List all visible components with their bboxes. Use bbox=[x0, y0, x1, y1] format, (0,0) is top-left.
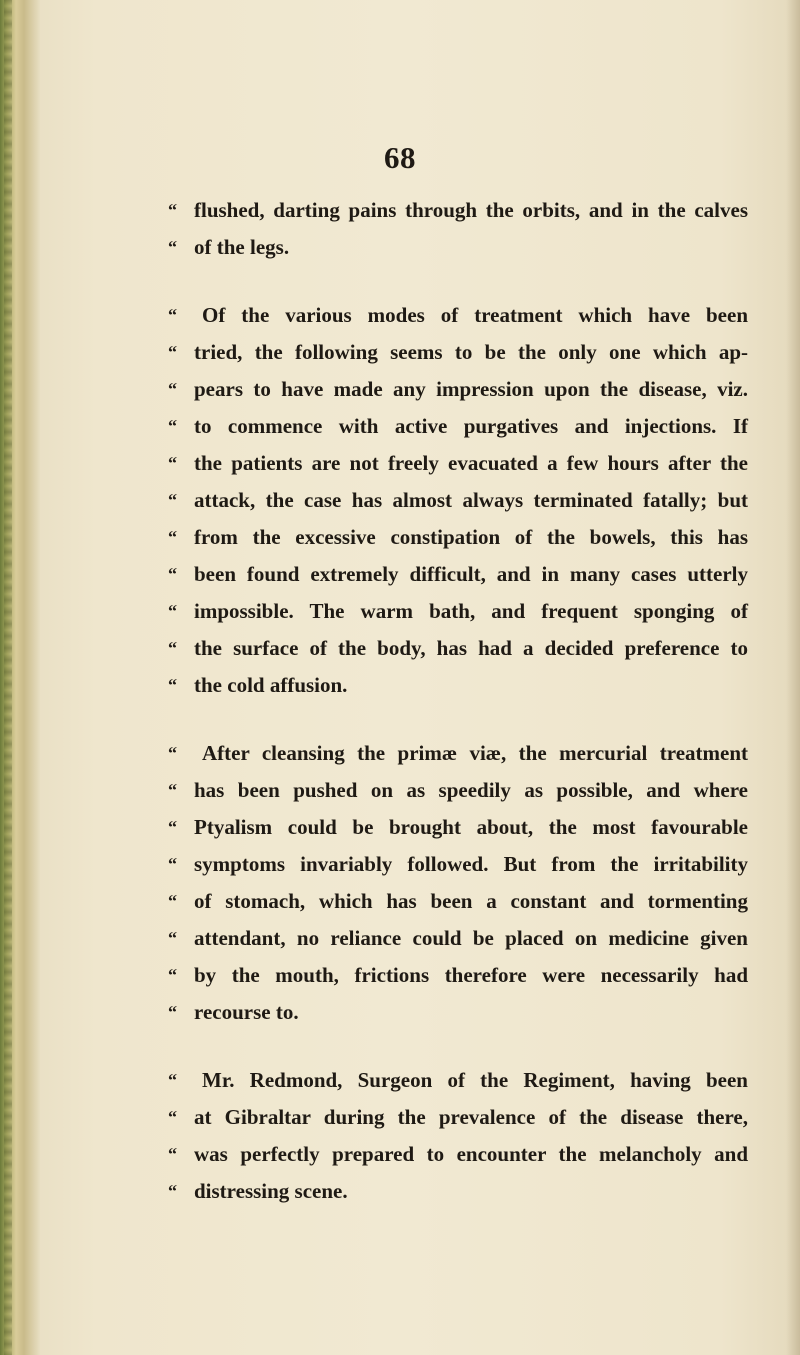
line-text: the cold affusion. bbox=[194, 673, 348, 697]
quote-mark: “ bbox=[168, 780, 177, 800]
quote-mark: “ bbox=[168, 1002, 177, 1022]
book-binding-edge bbox=[0, 0, 40, 1355]
text-line bbox=[168, 735, 748, 772]
line-text: flushed, darting pains through the orbits, and in the calves bbox=[194, 198, 748, 222]
line-text: symptoms invariably followed. But from the irritability bbox=[194, 852, 748, 876]
text-line bbox=[168, 667, 748, 704]
line-text: by the mouth, frictions therefore were necessarily had bbox=[194, 963, 748, 987]
quote-mark: “ bbox=[168, 1107, 177, 1127]
quote-mark: “ bbox=[168, 379, 177, 399]
quote-mark: “ bbox=[168, 490, 177, 510]
text-line bbox=[168, 297, 748, 334]
line-text: After cleansing the primæ viæ, the mercurial treatment bbox=[202, 741, 748, 765]
line-text: been found extremely difficult, and in many cases utterly bbox=[194, 562, 748, 586]
line-text: to commence with active purgatives and injections. If bbox=[194, 414, 748, 438]
line-text: Of the various modes of treatment which have been bbox=[202, 303, 748, 327]
page-right-edge bbox=[786, 0, 800, 1355]
text-line bbox=[168, 556, 748, 593]
quote-mark: “ bbox=[168, 416, 177, 436]
line-text: distressing scene. bbox=[194, 1179, 348, 1203]
quote-mark: “ bbox=[168, 638, 177, 658]
line-text: pears to have made any impression upon the disease, viz. bbox=[194, 377, 748, 401]
quote-mark: “ bbox=[168, 564, 177, 584]
paragraph bbox=[168, 297, 748, 704]
quote-mark: “ bbox=[168, 527, 177, 547]
line-text: has been pushed on as speedily as possible, and where bbox=[194, 778, 748, 802]
line-text: Mr. Redmond, Surgeon of the Regiment, having been bbox=[202, 1068, 748, 1092]
text-line bbox=[168, 1099, 748, 1136]
quote-mark: “ bbox=[168, 891, 177, 911]
text-line bbox=[168, 957, 748, 994]
text-line bbox=[168, 593, 748, 630]
text-line bbox=[168, 519, 748, 556]
quote-mark: “ bbox=[168, 1181, 177, 1201]
line-text: impossible. The warm bath, and frequent sponging of bbox=[194, 599, 748, 623]
line-text: tried, the following seems to be the only one which ap- bbox=[194, 340, 748, 364]
text-line bbox=[168, 772, 748, 809]
line-text: recourse to. bbox=[194, 1000, 299, 1024]
quote-mark: “ bbox=[168, 817, 177, 837]
quote-mark: “ bbox=[168, 237, 177, 257]
line-text: attack, the case has almost always terminated fatally; but bbox=[194, 488, 748, 512]
line-text: the patients are not freely evacuated a few hours after the bbox=[194, 451, 748, 475]
quote-mark: “ bbox=[168, 743, 177, 763]
paragraph bbox=[168, 735, 748, 1031]
line-text: from the excessive constipation of the bowels, this has bbox=[194, 525, 748, 549]
quote-mark: “ bbox=[168, 675, 177, 695]
text-line bbox=[168, 630, 748, 667]
text-line bbox=[168, 1136, 748, 1173]
text-line bbox=[168, 1173, 748, 1210]
text-line bbox=[168, 229, 748, 266]
quote-mark: “ bbox=[168, 200, 177, 220]
line-text: the surface of the body, has had a decided preference to bbox=[194, 636, 748, 660]
paragraph bbox=[168, 192, 748, 266]
line-text: at Gibraltar during the prevalence of the disease there, bbox=[194, 1105, 748, 1129]
text-line bbox=[168, 994, 748, 1031]
line-text: was perfectly prepared to encounter the melancholy and bbox=[194, 1142, 748, 1166]
quote-mark: “ bbox=[168, 453, 177, 473]
line-text: Ptyalism could be brought about, the most favourable bbox=[194, 815, 748, 839]
text-line bbox=[168, 334, 748, 371]
text-line bbox=[168, 408, 748, 445]
page-number: 68 bbox=[384, 140, 416, 175]
text-line bbox=[168, 1062, 748, 1099]
text-line bbox=[168, 482, 748, 519]
paragraph bbox=[168, 1062, 748, 1210]
line-text: of stomach, which has been a constant and tormenting bbox=[194, 889, 748, 913]
quote-mark: “ bbox=[168, 854, 177, 874]
text-line bbox=[168, 445, 748, 482]
quote-mark: “ bbox=[168, 1070, 177, 1090]
quote-mark: “ bbox=[168, 1144, 177, 1164]
text-line bbox=[168, 846, 748, 883]
text-line bbox=[168, 920, 748, 957]
quote-mark: “ bbox=[168, 342, 177, 362]
text-line bbox=[168, 371, 748, 408]
quote-mark: “ bbox=[168, 965, 177, 985]
quote-mark: “ bbox=[168, 928, 177, 948]
body-text bbox=[168, 192, 748, 1210]
text-line bbox=[168, 883, 748, 920]
line-text: of the legs. bbox=[194, 235, 290, 259]
quote-mark: “ bbox=[168, 601, 177, 621]
line-text: attendant, no reliance could be placed on medicine given bbox=[194, 926, 748, 950]
text-line bbox=[168, 192, 748, 229]
text-line bbox=[168, 809, 748, 846]
quote-mark: “ bbox=[168, 305, 177, 325]
